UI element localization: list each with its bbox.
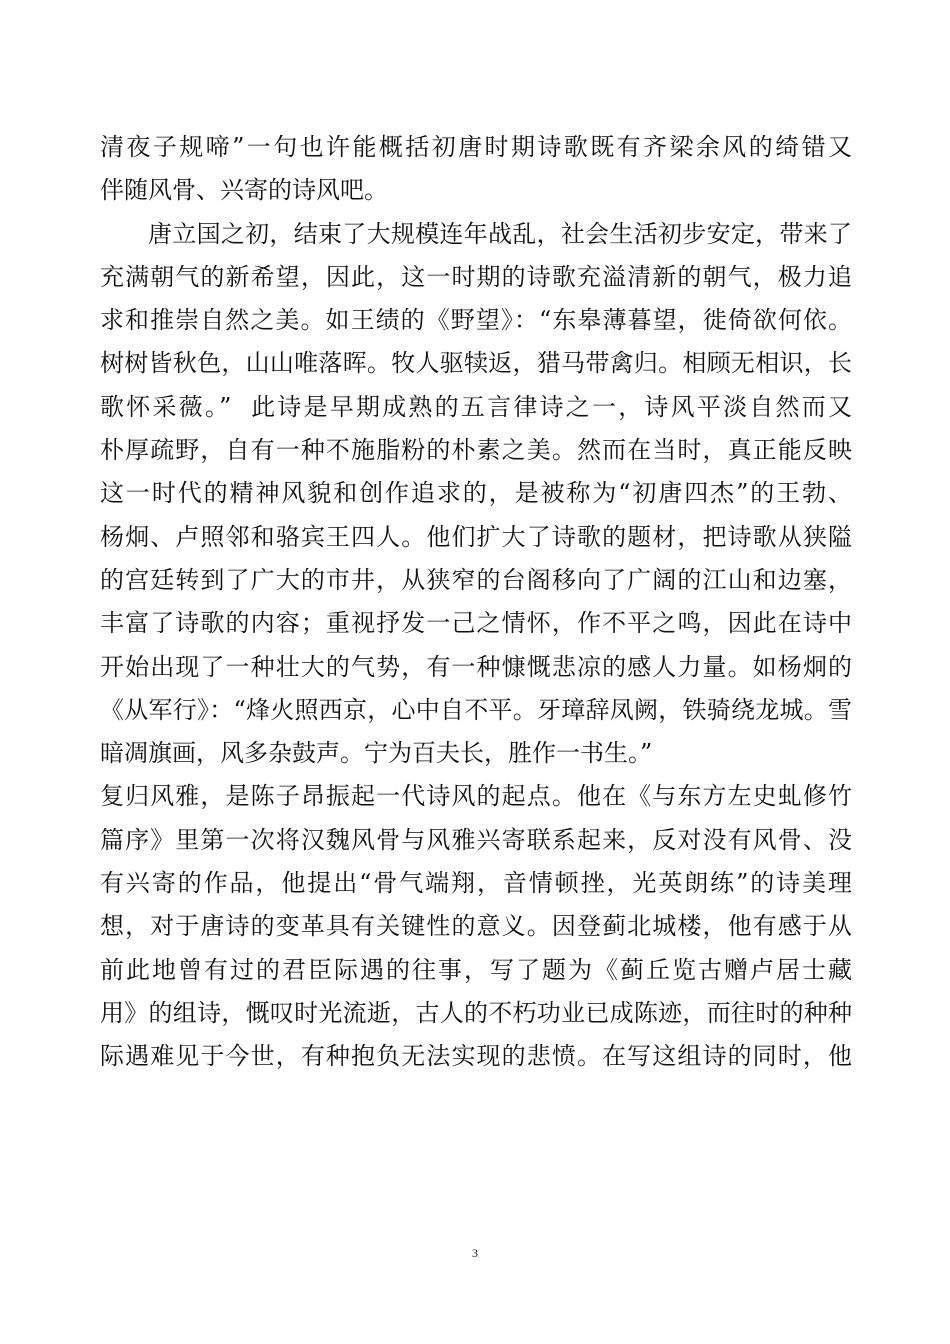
text-line: 杨炯、卢照邻和骆宾王四人。他们扩大了诗歌的题材，把诗歌从狭隘 xyxy=(100,522,852,551)
text-line: 清夜子规啼”一句也许能概括初唐时期诗歌既有齐梁余风的绮错又 xyxy=(100,133,852,161)
text-line: 这一时代的精神风貌和创作追求的，是被称为“初唐四杰”的王勃、 xyxy=(100,479,852,508)
text-line: 暗凋旗画，风多杂鼓声。宁为百夫长，胜作一书生。” xyxy=(100,739,653,768)
text-line: 前此地曾有过的君臣际遇的往事，写了题为《蓟丘览古赠卢居士藏 xyxy=(100,955,852,984)
text-line: 求和推崇自然之美。如王绩的《野望》：“东皋薄暮望，徙倚欲何依。 xyxy=(100,306,852,335)
body-text xyxy=(100,126,852,1079)
text-line: 朴厚疏野，自有一种不施脂粉的朴素之美。然而在当时，真正能反映 xyxy=(100,436,852,465)
text-line: 开始出现了一种壮大的气势，有一种慷慨悲凉的感人力量。如杨炯的 xyxy=(100,652,852,681)
paragraph-start-line: 复归风雅，是陈子昂振起一代诗风的起点。他在《与东方左史虬修竹 xyxy=(100,782,852,811)
text-line: 充满朝气的新希望，因此，这一时期的诗歌充溢清新的朝气，极力追 xyxy=(100,262,852,291)
text-line: 丰富了诗歌的内容；重视抒发一己之情怀，作不平之鸣，因此在诗中 xyxy=(100,609,852,638)
text-line: 际遇难见于今世，有种抱负无法实现的悲愤。在写这组诗的同时，他 xyxy=(100,1042,852,1071)
text-line: 想，对于唐诗的变革具有关键性的意义。因登蓟北城楼，他有感于从 xyxy=(100,912,852,941)
text-line: 用》的组诗，慨叹时光流逝，古人的不朽功业已成陈迹，而往时的种种 xyxy=(100,998,852,1027)
text-line: 《从军行》：“烽火照西京，心中自不平。牙璋辞凤阙，铁骑绕龙城。雪 xyxy=(100,695,852,724)
paragraph-start-line: 唐立国之初，结束了大规模连年战乱，社会生活初步安定，带来了 xyxy=(148,219,852,248)
text-line: 歌怀采薇。” 此诗是早期成熟的五言律诗之一，诗风平淡自然而又 xyxy=(100,392,852,421)
text-line: 有兴寄的作品，他提出“骨气端翔，音情顿挫，光英朗练”的诗美理 xyxy=(100,869,852,898)
text-line: 树树皆秋色，山山唯落晖。牧人驱犊返，猎马带禽归。相顾无相识，长 xyxy=(100,349,852,378)
page-number: 3 xyxy=(472,1246,478,1260)
text-line: 篇序》里第一次将汉魏风骨与风雅兴寄联系起来，反对没有风骨、没 xyxy=(100,825,852,854)
text-line: 的宫廷转到了广大的市井，从狭窄的台阁移向了广阔的江山和边塞， xyxy=(100,565,852,594)
text-line: 伴随风骨、兴寄的诗风吧。 xyxy=(100,176,388,205)
